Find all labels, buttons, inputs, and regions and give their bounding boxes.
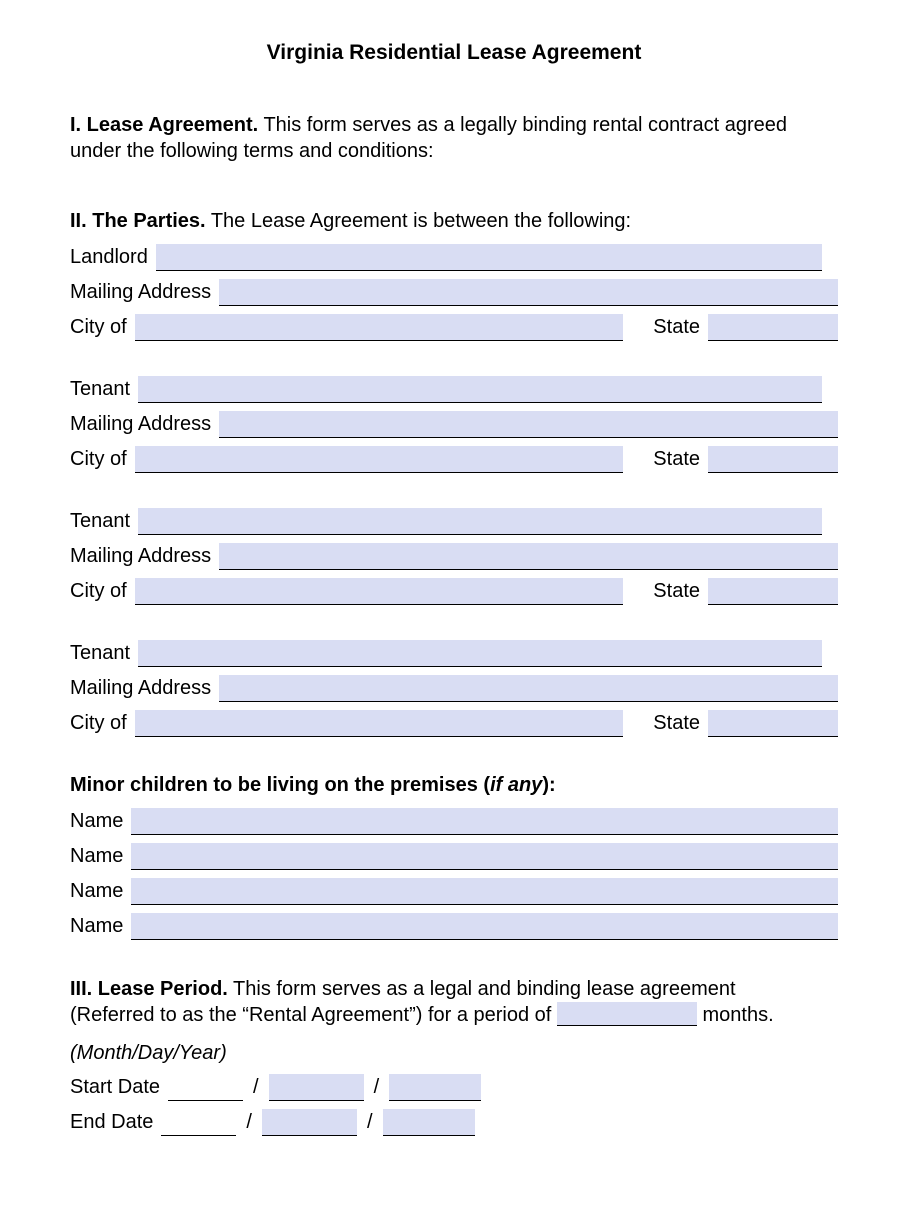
minor-child-name-field-4[interactable] bbox=[131, 913, 838, 940]
tenant1-city-row bbox=[70, 446, 838, 473]
section3-heading: III. Lease Period. bbox=[70, 978, 228, 1000]
minor-children-heading-text: Minor children to be living on the premises ( bbox=[70, 774, 491, 796]
landlord-state-field[interactable] bbox=[708, 314, 838, 341]
tenant2-mailing-address-field[interactable] bbox=[219, 543, 838, 570]
tenant1-city-field[interactable] bbox=[135, 446, 624, 473]
state-label: State bbox=[653, 448, 700, 470]
end-date-label: End Date bbox=[70, 1111, 154, 1133]
tenant3-mailing-address-field[interactable] bbox=[219, 675, 838, 702]
minor-child-name-field-1[interactable] bbox=[131, 808, 838, 835]
landlord-mailing-address-field[interactable] bbox=[219, 279, 838, 306]
minor-children-heading-suffix: ): bbox=[542, 774, 556, 796]
landlord-city-row bbox=[70, 314, 838, 341]
tenant3-state-field[interactable] bbox=[708, 710, 838, 737]
landlord-city-field[interactable] bbox=[135, 314, 624, 341]
minor-child-row-3 bbox=[70, 878, 838, 905]
minor-child-row-1 bbox=[70, 808, 838, 835]
minor-child-name-field-2[interactable] bbox=[131, 843, 838, 870]
tenant1-name-row bbox=[70, 376, 838, 403]
tenant3-city-field[interactable] bbox=[135, 710, 624, 737]
landlord-name-field[interactable] bbox=[156, 244, 822, 271]
state-label: State bbox=[653, 580, 700, 602]
minor-children-list bbox=[70, 808, 838, 940]
tenant3-city-row bbox=[70, 710, 838, 737]
section1-body: This form serves as a legally binding rental contract agreed under the following terms and conditions: bbox=[70, 114, 788, 162]
landlord-name-row bbox=[70, 244, 838, 271]
name-label: Name bbox=[70, 915, 124, 937]
tenant3-name-row bbox=[70, 640, 838, 667]
tenant-label: Tenant bbox=[70, 378, 131, 400]
state-label: State bbox=[653, 316, 700, 338]
name-label: Name bbox=[70, 810, 124, 832]
date-format-note: (Month/Day/Year) bbox=[70, 1042, 227, 1064]
tenant1-mailing-address-field[interactable] bbox=[219, 411, 838, 438]
minor-children-heading bbox=[70, 772, 838, 798]
end-date-month-field[interactable] bbox=[161, 1109, 236, 1136]
tenant2-mailing-row bbox=[70, 543, 838, 570]
date-separator: / bbox=[373, 1076, 380, 1098]
tenant1-block bbox=[70, 376, 838, 473]
tenant2-block bbox=[70, 508, 838, 605]
date-separator: / bbox=[366, 1111, 373, 1133]
state-label: State bbox=[653, 712, 700, 734]
lease-period-months-field[interactable] bbox=[557, 1002, 697, 1026]
end-date-day-field[interactable] bbox=[262, 1109, 357, 1136]
minor-child-row-2 bbox=[70, 843, 838, 870]
mailing-address-label: Mailing Address bbox=[70, 677, 212, 699]
city-of-label: City of bbox=[70, 712, 127, 734]
tenant2-city-row bbox=[70, 578, 838, 605]
section-lease-period bbox=[70, 976, 800, 1028]
tenant3-block bbox=[70, 640, 838, 737]
city-of-label: City of bbox=[70, 580, 127, 602]
section3-body-before: This form serves as a legal and binding lease agreement (Referred to as the “Rental Agreement”) for a period of bbox=[70, 978, 736, 1026]
start-date-label: Start Date bbox=[70, 1076, 161, 1098]
tenant1-mailing-row bbox=[70, 411, 838, 438]
start-date-day-field[interactable] bbox=[269, 1074, 364, 1101]
mailing-address-label: Mailing Address bbox=[70, 281, 212, 303]
tenant1-name-field[interactable] bbox=[138, 376, 822, 403]
landlord-mailing-row bbox=[70, 279, 838, 306]
start-date-row bbox=[70, 1074, 838, 1101]
mailing-address-label: Mailing Address bbox=[70, 413, 212, 435]
name-label: Name bbox=[70, 880, 124, 902]
date-separator: / bbox=[246, 1111, 252, 1133]
end-date-row bbox=[70, 1109, 838, 1136]
section3-body-after: months. bbox=[702, 1004, 774, 1026]
tenant2-city-field[interactable] bbox=[135, 578, 624, 605]
minor-child-name-field-3[interactable] bbox=[131, 878, 838, 905]
tenant-label: Tenant bbox=[70, 510, 131, 532]
tenant-label: Tenant bbox=[70, 642, 131, 664]
tenant2-name-field[interactable] bbox=[138, 508, 822, 535]
section1-heading: I. Lease Agreement. bbox=[70, 114, 259, 136]
tenant1-state-field[interactable] bbox=[708, 446, 838, 473]
start-date-month-field[interactable] bbox=[168, 1074, 243, 1101]
document-title: Virginia Residential Lease Agreement bbox=[266, 41, 642, 64]
date-separator: / bbox=[253, 1076, 259, 1098]
tenant3-mailing-row bbox=[70, 675, 838, 702]
tenant3-name-field[interactable] bbox=[138, 640, 822, 667]
tenant2-state-field[interactable] bbox=[708, 578, 838, 605]
minor-child-row-4 bbox=[70, 913, 838, 940]
city-of-label: City of bbox=[70, 448, 127, 470]
mailing-address-label: Mailing Address bbox=[70, 545, 212, 567]
landlord-label: Landlord bbox=[70, 246, 148, 268]
end-date-year-field[interactable] bbox=[383, 1109, 475, 1136]
tenant2-name-row bbox=[70, 508, 838, 535]
section2-body: The Lease Agreement is between the following: bbox=[210, 210, 632, 232]
city-of-label: City of bbox=[70, 316, 127, 338]
name-label: Name bbox=[70, 845, 124, 867]
start-date-year-field[interactable] bbox=[389, 1074, 481, 1101]
section2-heading: II. The Parties. bbox=[70, 210, 206, 232]
section-lease-agreement bbox=[70, 112, 815, 164]
landlord-block bbox=[70, 244, 838, 341]
minor-children-if-any: if any bbox=[490, 774, 543, 796]
section-parties-heading bbox=[70, 208, 838, 234]
